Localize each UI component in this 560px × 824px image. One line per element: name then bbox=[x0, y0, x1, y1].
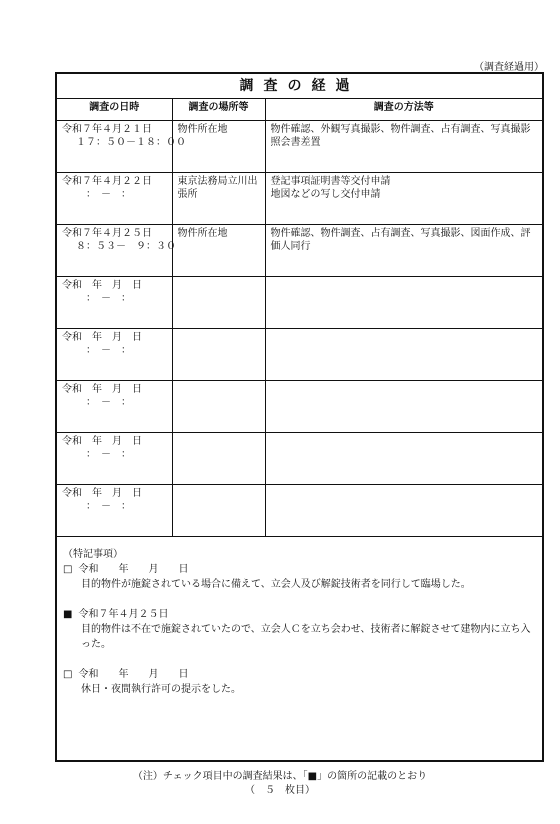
cell-datetime bbox=[57, 277, 172, 329]
table-row bbox=[57, 329, 542, 381]
cell-place bbox=[172, 329, 265, 381]
cell-datetime bbox=[57, 381, 172, 433]
cell-time: ： － ： bbox=[76, 501, 131, 512]
table-row bbox=[57, 277, 542, 329]
note-item bbox=[63, 667, 536, 697]
investigation-table bbox=[57, 99, 542, 537]
cell-datetime bbox=[57, 173, 172, 225]
table-row bbox=[57, 225, 542, 277]
table-row bbox=[57, 485, 542, 537]
investigation-form bbox=[55, 72, 544, 762]
table-header-row bbox=[57, 99, 542, 121]
cell-place bbox=[172, 433, 265, 485]
header-date: 調査の日時 bbox=[57, 99, 172, 121]
cell-method: 物件確認、外観写真撮影、物件調査、占有調査、写真撮影照会書差置 bbox=[265, 121, 542, 173]
note-date: 令和７年４月２５日 bbox=[78, 609, 169, 620]
cell-method bbox=[265, 433, 542, 485]
form-type-label: （調査経過用） bbox=[474, 62, 544, 73]
cell-place bbox=[172, 277, 265, 329]
cell-datetime bbox=[57, 433, 172, 485]
cell-time: ： － ： bbox=[76, 293, 131, 304]
note-item bbox=[63, 607, 536, 652]
header-place: 調査の場所等 bbox=[172, 99, 265, 121]
cell-method: 物件確認、物件調査、占有調査、写真撮影、図面作成、評価人同行 bbox=[265, 225, 542, 277]
page-count: （ ５ 枚目） bbox=[245, 785, 315, 796]
cell-datetime bbox=[57, 121, 186, 173]
form-title: 調査の経過 bbox=[57, 74, 542, 99]
cell-date: 令和 年 月 日 bbox=[62, 436, 142, 447]
cell-datetime bbox=[57, 225, 176, 277]
special-notes bbox=[57, 537, 542, 697]
cell-method: 登記事項証明書等交付申請 地図などの写し交付申請 bbox=[265, 173, 542, 225]
cell-time: ８：５３－ ９：３０ bbox=[76, 241, 176, 252]
cell-place: 物件所在地 bbox=[172, 225, 265, 277]
note-checkbox: □ bbox=[63, 564, 73, 575]
special-notes-title: （特記事項） bbox=[63, 549, 123, 560]
note-text: 目的物件が施錠されている場合に備えて、立会人及び解錠技術者を同行して臨場した。 bbox=[81, 579, 471, 590]
header-method: 調査の方法等 bbox=[265, 99, 542, 121]
table-row bbox=[57, 173, 542, 225]
table-row bbox=[57, 433, 542, 485]
note-text: 目的物件は不在で施錠されていたので、立会人Ｃを立ち会わせ、技術者に解錠させて建物内に立ち入った。 bbox=[81, 624, 531, 650]
cell-method bbox=[265, 381, 542, 433]
note-date: 令和 年 月 日 bbox=[78, 669, 189, 680]
cell-place: 東京法務局立川出張所 bbox=[172, 173, 265, 225]
note-checkbox: ■ bbox=[63, 609, 73, 620]
cell-method bbox=[265, 277, 542, 329]
cell-date: 令和 年 月 日 bbox=[62, 280, 142, 291]
table-row bbox=[57, 121, 542, 173]
cell-date: 令和７年４月２１日 bbox=[62, 124, 152, 135]
note-item bbox=[63, 562, 536, 592]
cell-time: ： － ： bbox=[76, 449, 131, 460]
cell-datetime bbox=[57, 329, 172, 381]
cell-date: 令和 年 月 日 bbox=[62, 384, 142, 395]
cell-time: ： － ： bbox=[76, 189, 131, 200]
cell-date: 令和 年 月 日 bbox=[62, 332, 142, 343]
cell-date: 令和 年 月 日 bbox=[62, 488, 142, 499]
cell-date: 令和７年４月２５日 bbox=[62, 228, 152, 239]
cell-date: 令和７年４月２２日 bbox=[62, 176, 152, 187]
cell-method bbox=[265, 329, 542, 381]
note-checkbox: □ bbox=[63, 669, 73, 680]
note-date: 令和 年 月 日 bbox=[78, 564, 189, 575]
note-text: 休日・夜間執行許可の提示をした。 bbox=[81, 684, 241, 695]
cell-place bbox=[172, 485, 265, 537]
cell-place: 物件所在地 bbox=[172, 121, 265, 173]
cell-datetime bbox=[57, 485, 172, 537]
cell-time: ： － ： bbox=[76, 345, 131, 356]
cell-place bbox=[172, 381, 265, 433]
cell-method bbox=[265, 485, 542, 537]
footer-note: （注）チェック項目中の調査結果は、「■」の箇所の記載のとおり bbox=[132, 771, 428, 782]
cell-time: １７：５０－１８：００ bbox=[76, 137, 186, 148]
table-row bbox=[57, 381, 542, 433]
cell-time: ： － ： bbox=[76, 397, 131, 408]
